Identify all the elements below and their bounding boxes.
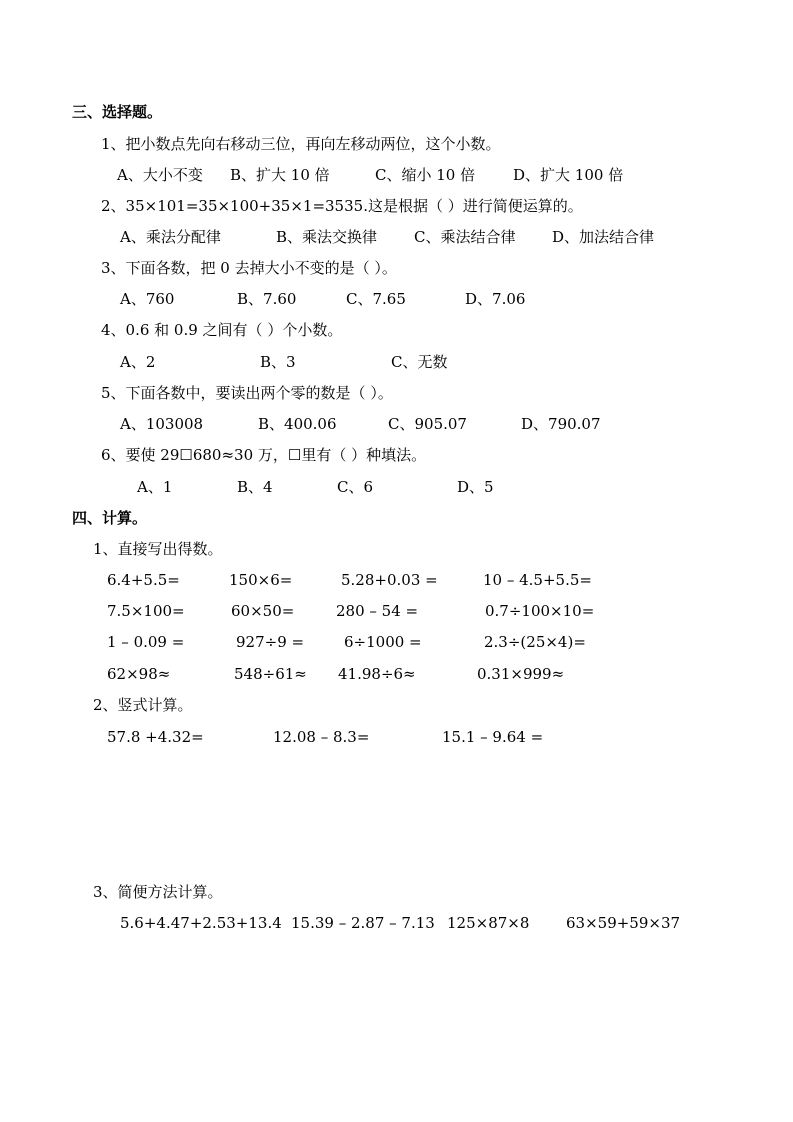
simplify-calc-item: 5.6+4.47+2.53+13.4 bbox=[120, 914, 282, 932]
q3-option-d: D、7.06 bbox=[465, 290, 526, 308]
mental-math-item: 280 – 54 = bbox=[336, 602, 419, 620]
q5-option-c: C、905.07 bbox=[388, 415, 467, 433]
mental-math-item: 0.31×999≈ bbox=[477, 665, 565, 683]
q1-option-a: A、大小不变 bbox=[117, 166, 203, 184]
mental-math-item: 5.28+0.03 = bbox=[341, 571, 438, 589]
simplify-calc-item: 63×59+59×37 bbox=[566, 914, 681, 932]
question-2: 2、35×101=35×100+35×1=3535.这是根据（ ）进行简便运算的。 bbox=[101, 197, 583, 215]
q6-option-b: B、4 bbox=[237, 478, 273, 496]
q5-option-a: A、103008 bbox=[120, 415, 204, 433]
q5-option-d: D、790.07 bbox=[521, 415, 601, 433]
mental-math-item: 6.4+5.5= bbox=[107, 571, 180, 589]
part-3-heading: 3、简便方法计算。 bbox=[93, 883, 223, 901]
q1-option-c: C、缩小 10 倍 bbox=[375, 166, 476, 184]
simplify-calc-item: 15.39 – 2.87 – 7.13 bbox=[291, 914, 435, 932]
q1-option-d: D、扩大 100 倍 bbox=[513, 166, 624, 184]
part-2-heading: 2、竖式计算。 bbox=[93, 696, 193, 714]
mental-math-item: 60×50= bbox=[231, 602, 295, 620]
section-3-title: 三、选择题。 bbox=[72, 103, 163, 121]
section-4-title: 四、计算。 bbox=[72, 509, 148, 527]
q6-option-d: D、5 bbox=[457, 478, 494, 496]
part-1-heading: 1、直接写出得数。 bbox=[93, 540, 223, 558]
q5-option-b: B、400.06 bbox=[258, 415, 337, 433]
q4-option-b: B、3 bbox=[260, 353, 296, 371]
vertical-calc-item: 15.1 – 9.64 = bbox=[442, 728, 544, 746]
mental-math-item: 2.3÷(25×4)= bbox=[484, 633, 586, 651]
mental-math-item: 62×98≈ bbox=[107, 665, 171, 683]
q4-option-c: C、无数 bbox=[391, 353, 448, 371]
q2-option-b: B、乘法交换律 bbox=[276, 228, 378, 246]
mental-math-item: 7.5×100= bbox=[107, 602, 185, 620]
question-3: 3、下面各数，把 0 去掉大小不变的是（ ）。 bbox=[101, 259, 397, 277]
mental-math-item: 150×6= bbox=[229, 571, 293, 589]
mental-math-item: 41.98÷6≈ bbox=[338, 665, 416, 683]
mental-math-item: 0.7÷100×10= bbox=[485, 602, 595, 620]
q4-option-a: A、2 bbox=[120, 353, 156, 371]
q1-option-b: B、扩大 10 倍 bbox=[230, 166, 330, 184]
vertical-calc-item: 57.8 +4.32= bbox=[107, 728, 204, 746]
question-5: 5、下面各数中，要读出两个零的数是（ ）。 bbox=[101, 384, 393, 402]
question-6: 6、要使 29☐680≈30 万，☐里有（ ）种填法。 bbox=[101, 446, 427, 464]
q3-option-c: C、7.65 bbox=[346, 290, 406, 308]
q6-option-a: A、1 bbox=[137, 478, 173, 496]
mental-math-item: 10 – 4.5+5.5= bbox=[483, 571, 592, 589]
vertical-calc-item: 12.08 – 8.3= bbox=[273, 728, 370, 746]
question-4: 4、0.6 和 0.9 之间有（ ）个小数。 bbox=[101, 321, 343, 339]
mental-math-item: 6÷1000 = bbox=[344, 633, 422, 651]
mental-math-item: 548÷61≈ bbox=[234, 665, 307, 683]
q3-option-a: A、760 bbox=[120, 290, 175, 308]
question-1: 1、把小数点先向右移动三位，再向左移动两位，这个小数。 bbox=[101, 135, 501, 153]
mental-math-item: 927÷9 = bbox=[236, 633, 305, 651]
q2-option-a: A、乘法分配律 bbox=[120, 228, 221, 246]
mental-math-item: 1 – 0.09 = bbox=[107, 633, 185, 651]
q6-option-c: C、6 bbox=[337, 478, 374, 496]
q2-option-c: C、乘法结合律 bbox=[414, 228, 516, 246]
q2-option-d: D、加法结合律 bbox=[552, 228, 655, 246]
q3-option-b: B、7.60 bbox=[237, 290, 297, 308]
simplify-calc-item: 125×87×8 bbox=[447, 914, 530, 932]
